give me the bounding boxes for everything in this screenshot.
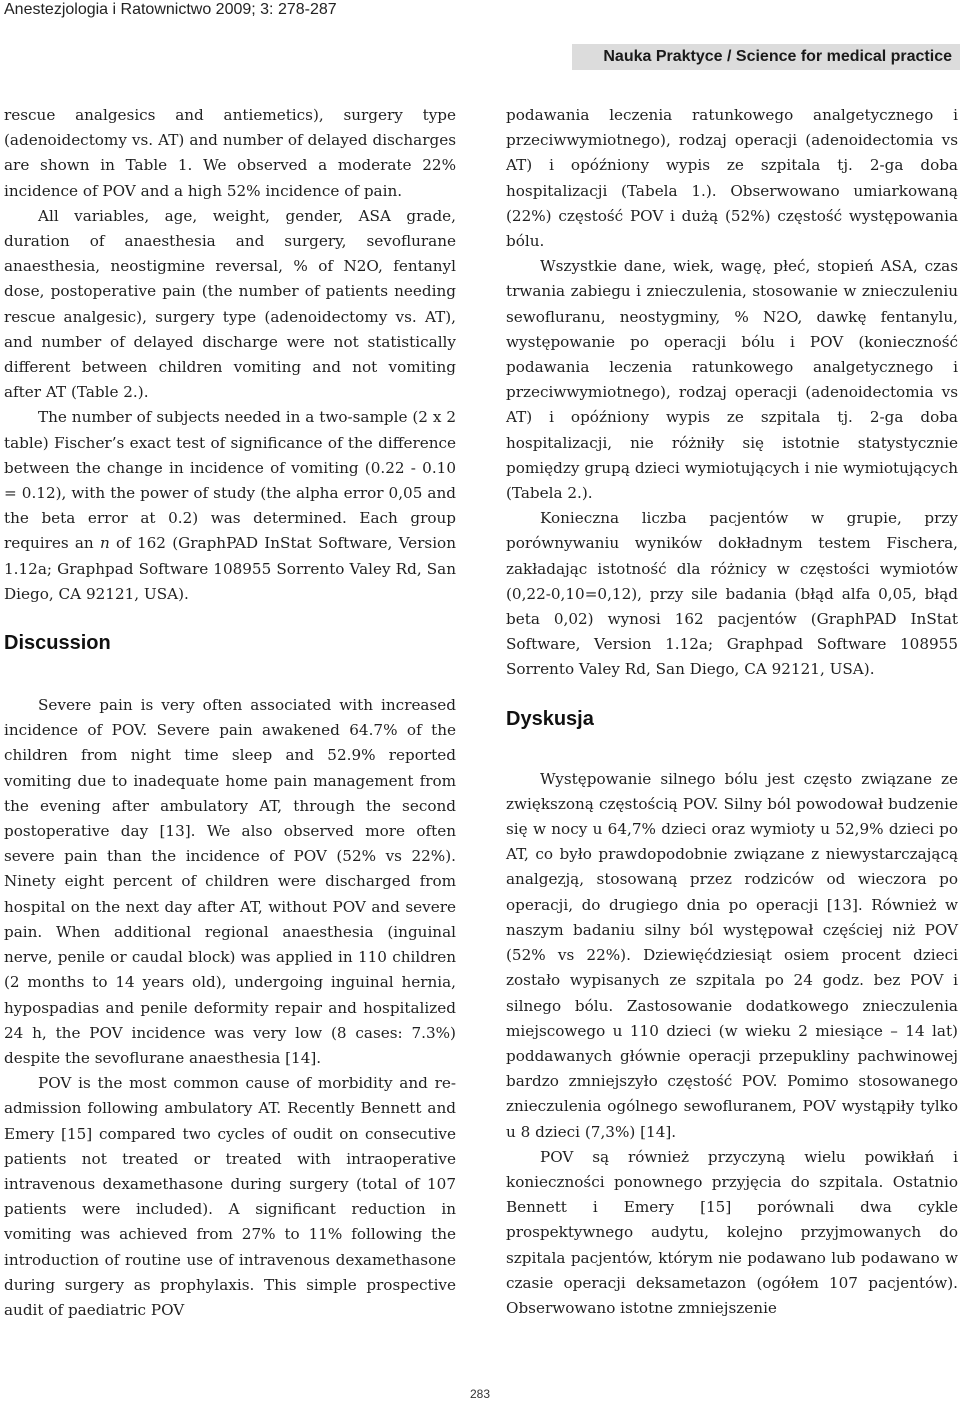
section-heading: Discussion	[4, 632, 111, 655]
paragraph: All variables, age, weight, gender, ASA grade, duration of anaesthesia and surgery, sevoflurane anaesthesia, neostigmine reversal, % of N2O, fentanyl dose, postoperative pain (the number of patients needing rescue analgesic), surgery type (adenoidectomy vs. AT), and number of delayed discharge were not statistically different between children vomiting and not vomiting after AT (Table 2.).	[4, 206, 456, 402]
paragraph: Występowanie silnego bólu jest często związane ze zwiększoną częstością POV. Silny ból powodował budzenie się w nocy u 64,7% dzieci oraz wymioty u 52,9% dzieci po AT, co było prawdopodobnie związane z niewystarczającą analgezją, stosowaną przez rodziców od wieczora po operacji, do drugiego dnia po operacji [13]. Również w naszym badaniu silny ból występował częściej niż POV (52% vs 22%). Dziewięćdziesiąt osiem procent dzieci zostało wypisanych ze szpitala po 24 godz. bez POV i silnego bólu. Zastosowanie dodatkowego znieczulenia miejscowego u 110 dzieci (w wieku 2 miesiące – 14 lat) poddawanych głównie operacji przepukliny pachwinowej bardzo zmniejszyło częstość POV. Pomimo stosowanego znieczulenia ogólnego sewofluranem, POV wystąpiły tylko u 8 dzieci (7,3%) [14].	[506, 769, 958, 1141]
paragraph: POV is the most common cause of morbidity and re-admission following ambulatory AT. Recently Bennett and Emery [15] compared two cycles of oudit on consecutive patients not treated or treated with intraoperative intravenous dexamethasone during surgery (total of 107 patients were included). A significant reduction in vomiting was achieved from 27% to 11% following the introduction of routine use of intravenous dexamethasone during surgery as prophylaxis. This simple prospective audit of paediatric POV	[4, 1074, 456, 1319]
paragraph: podawania leczenia ratunkowego analgetycznego i przeciwwymiotnego), rodzaj operacji (adenoidectomia vs AT) i opóźniony wypis ze szpitala tj. 2-ga doba hospitalizacji (Tabela 1.). Obserwowano umiarkowaną (22%) częstość POV i dużą (52%) częstość występowania bólu.	[506, 106, 958, 251]
paragraph: Konieczna liczba pacjentów w grupie, przy porównywaniu wyników dokładnym testem Fischera, zakładając istotność dla różnicy w częstości wymiotów (0,22-0,10=0,12), przy sile badania (błąd alfa 0,05, błąd beta 0,02) wynosi 162 pacjentów (GraphPAD InStat Software, Version 1.12a; Graphpad Software 108955 Sorrento Valey Rd, San Diego, CA 92121, USA).	[506, 509, 958, 679]
section-label: Nauka Praktyce / Science for medical practice	[603, 48, 952, 65]
italic-variable: n	[99, 534, 110, 553]
page-number: 283	[469, 1387, 491, 1401]
paragraph	[4, 405, 456, 607]
paragraph: Severe pain is very often associated with increased incidence of POV. Severe pain awakened 64.7% of the children from night time sleep and 52.9% reported vomiting due to inadequate home pain management from the evening after ambulatory AT, through the second postoperative day [13]. We also observed more often severe pain than the incidence of POV (52% vs 22%). Ninety eight percent of children were discharged from hospital on the next day after AT, without POV and severe pain. When additional regional anaesthesia (inguinal nerve, penile or caudal block) was applied in 110 children (2 months to 14 years old), undergoing inguinal hernia, hypospadias and penile deformity repair and hospitalized 24 h, the POV incidence was very low (8 cases: 7.3%) despite the sevoflurane anaesthesia [14].	[4, 696, 456, 1067]
section-banner	[572, 44, 960, 70]
polish-column	[506, 103, 958, 1321]
text-run: of 162 (GraphPAD InStat Software, Version 1.12a; Graphpad Software 108955 Sorrento Valey Rd, San Diego, CA 92121, USA).	[4, 534, 456, 603]
paragraph: rescue analgesics and antiemetics), surgery type (adenoidectomy vs. AT) and number of delayed discharges are shown in Table 1. We observed a moderate 22% incidence of POV and a high 52% incidence of pain.	[4, 106, 456, 200]
text-run: The number of subjects needed in a two-sample (2 x 2 table) Fischer’s exact test of significance of the difference between the change in incidence of vomiting (0.22 - 0.10 = 0.12), with the power of study (the alpha error 0,05 and the beta error at 0.2) was determined. Each group requires an	[4, 408, 456, 553]
paragraph: POV są również przyczyną wielu powikłań i konieczności ponownego przyjęcia do szpitala. Ostatnio Bennett i Emery [15] porównali dwa cykle prospektywnego audytu, kolejno przyjmowanych do szpitala pacjentów, którym nie podawano lub podawano w czasie operacji deksametazon (ogółem 107 pacjentów). Obserwowano istotne zmniejszenie	[506, 1147, 958, 1317]
journal-citation: Anestezjologia i Ratownictwo 2009; 3: 278-287	[4, 1, 337, 18]
paragraph: Wszystkie dane, wiek, wagę, płeć, stopień ASA, czas trwania zabiegu i znieczulenia, stosowanie w znieczuleniu sewofluranu, neostygminy, % N2O, dawkę fentanylu, występowanie po operacji bólu i POV (konieczność podawania leczenia ratunkowego analgetycznego i przeciwwymiotnego), rodzaj operacji (adenoidectomia vs AT) i opóźniony wypis ze szpitala tj. 2-ga doba hospitalizacji, nie różniły się istotnie statystycznie pomiędzy grupą dzieci wymiotujących i nie wymiotujących (Tabela 2.).	[506, 257, 958, 503]
english-column	[4, 103, 456, 1323]
section-heading: Dyskusja	[506, 707, 594, 730]
